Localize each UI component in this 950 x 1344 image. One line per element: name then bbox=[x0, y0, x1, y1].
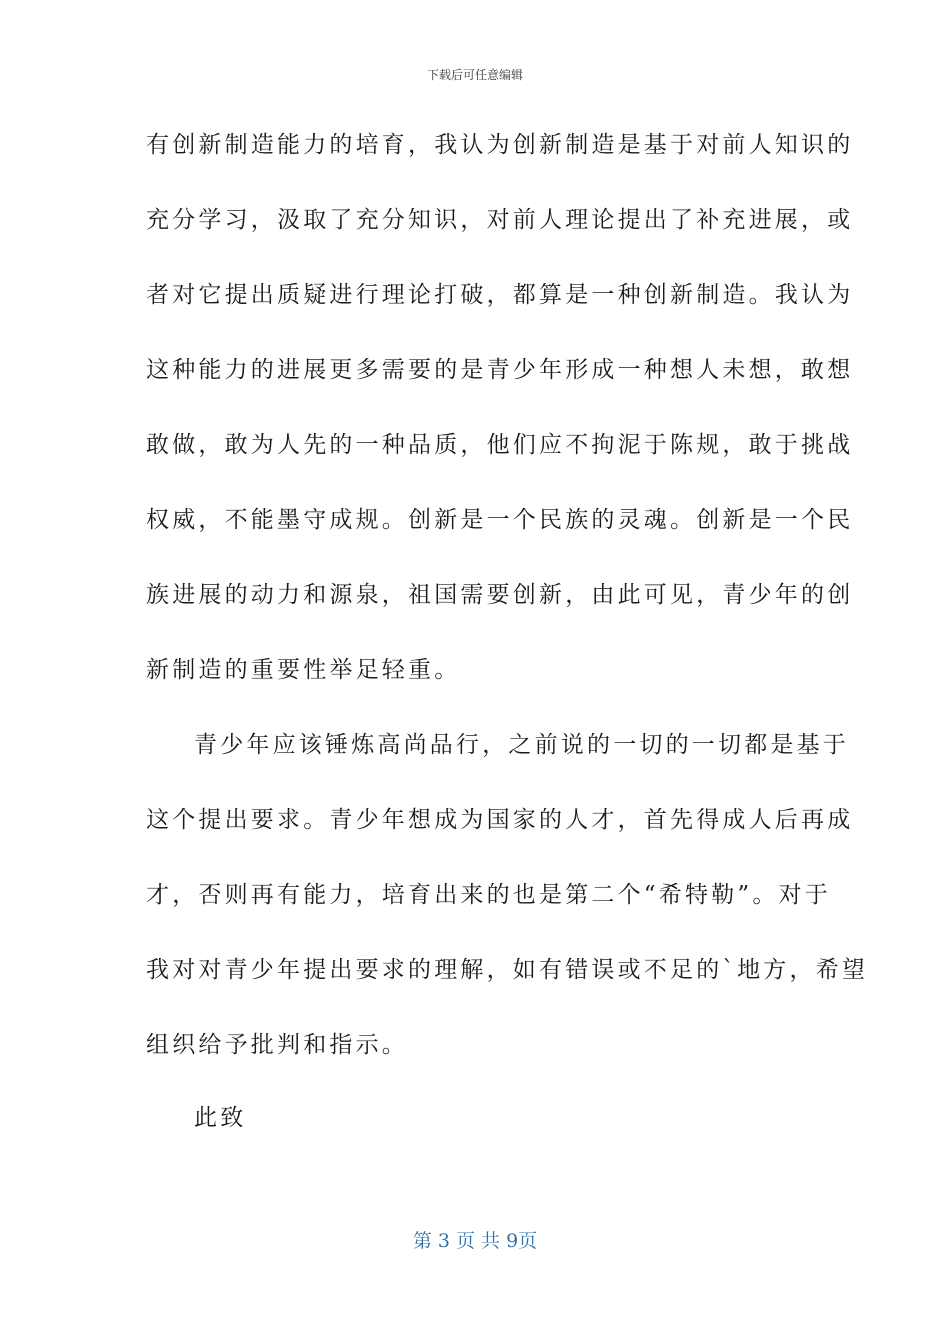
text-line: 族进展的动力和源泉，祖国需要创新，由此可见，青少年的创 bbox=[146, 582, 854, 608]
text-line: 组织给予批判和指示。 bbox=[146, 1032, 408, 1058]
text-line: 权威，不能墨守成规。创新是一个民族的灵魂。创新是一个民 bbox=[146, 507, 854, 533]
text-line: 新制造的重要性举足轻重。 bbox=[146, 657, 461, 683]
page-header: 下载后可任意编辑 bbox=[426, 68, 523, 82]
page-number-footer: 第 3 页 共 9页 bbox=[412, 1230, 538, 1252]
text-line: 充分学习，汲取了充分知识，对前人理论提出了补充进展，或 bbox=[146, 207, 854, 233]
closing-salutation: 此致 bbox=[194, 1105, 247, 1131]
text-line: 者对它提出质疑进行理论打破，都算是一种创新制造。我认为 bbox=[146, 282, 854, 308]
text-line: 才，否则再有能力，培育出来的也是第二个“希特勒”。对于 bbox=[146, 882, 831, 908]
text-line: 敢做，敢为人先的一种品质，他们应不拘泥于陈规，敢于挑战 bbox=[146, 432, 854, 458]
text-line: 这种能力的进展更多需要的是青少年形成一种想人未想，敢想 bbox=[146, 357, 854, 383]
text-line: 我对对青少年提出要求的理解，如有错误或不足的`地方，希望 bbox=[146, 957, 869, 983]
text-line: 这个提出要求。青少年想成为国家的人才，首先得成人后再成 bbox=[146, 807, 854, 833]
paragraph-first-line: 青少年应该锤炼高尚品行，之前说的一切的一切都是基于 bbox=[194, 732, 849, 758]
text-line: 有创新制造能力的培育，我认为创新制造是基于对前人知识的 bbox=[146, 132, 854, 158]
